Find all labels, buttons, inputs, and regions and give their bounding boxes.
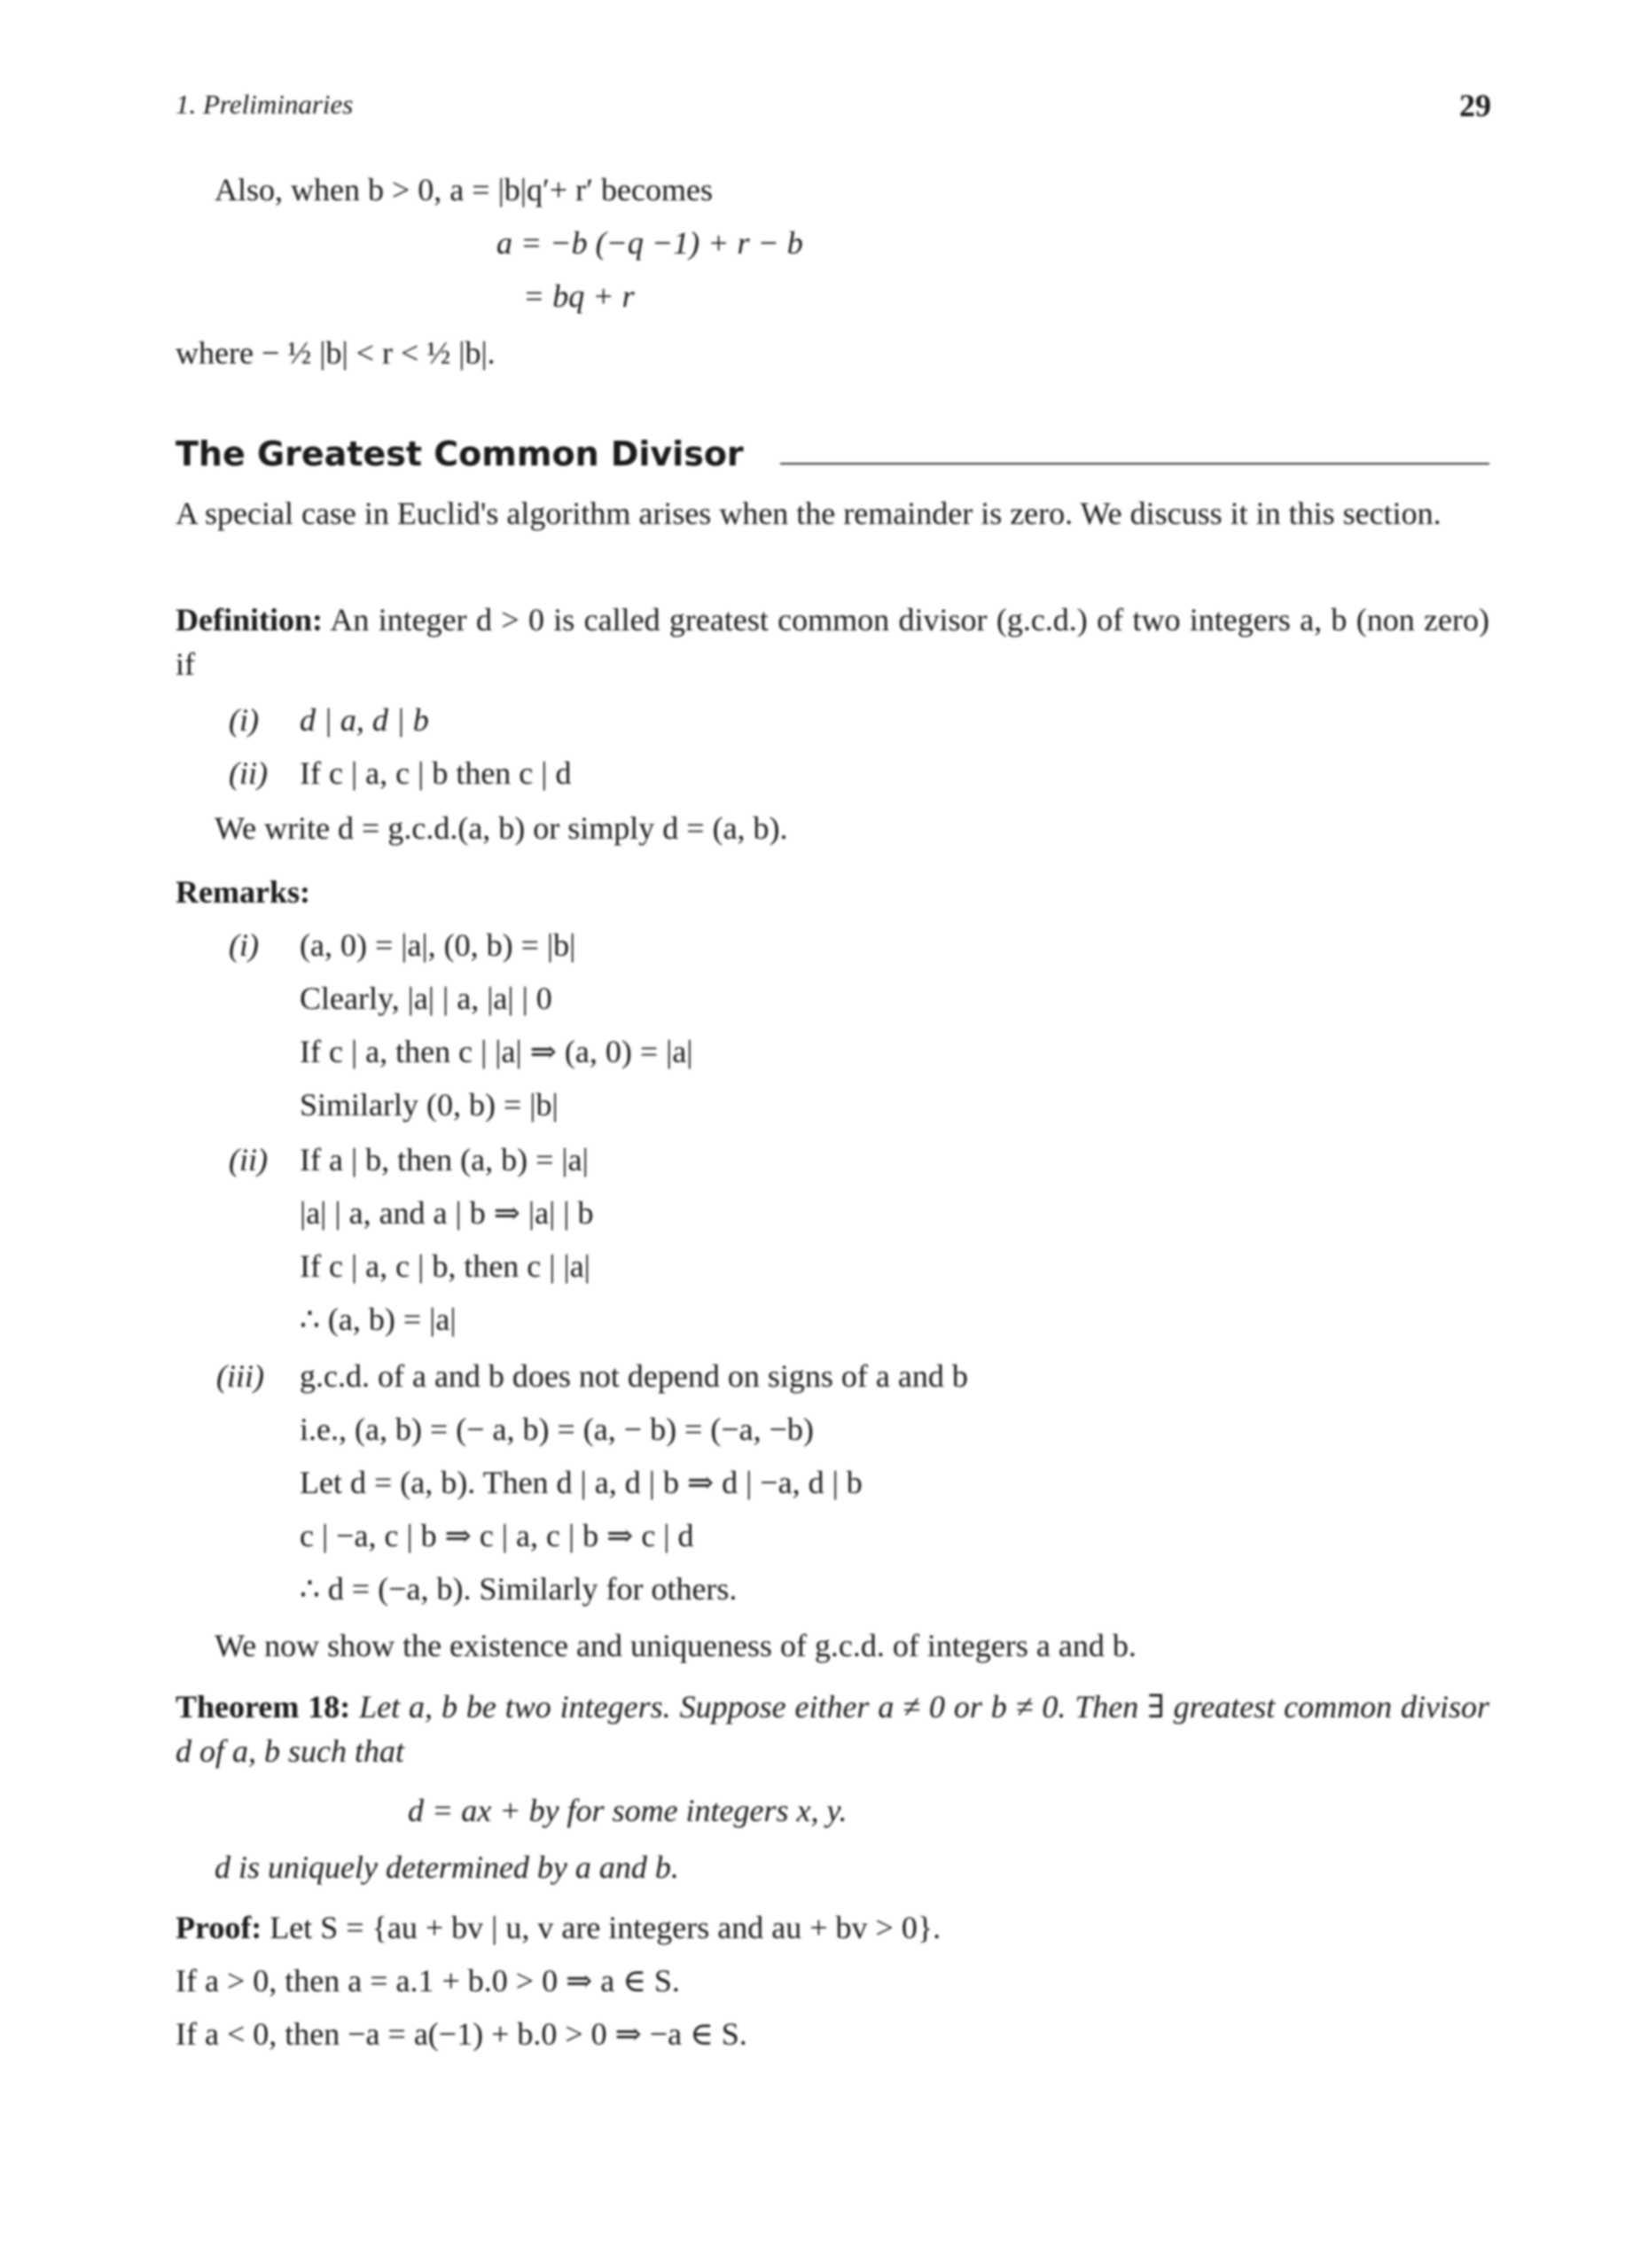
page-number: 29 <box>1459 88 1491 123</box>
remark-2-line-3: If c | a, c | b, then c | |a| <box>300 1248 590 1284</box>
theorem-uniqueness: d is uniquely determined by a and b. <box>215 1850 679 1885</box>
proof-label: Proof: <box>176 1910 262 1945</box>
theorem-paragraph <box>176 1685 1489 1773</box>
theorem-text: Let a, b be two integers. Suppose either a ≠ 0 or b ≠ 0. Then ∃ greatest common divisor d of a, b such that <box>176 1689 1490 1769</box>
intro-paragraph: A special case in Euclid's algorithm arises when the remainder is zero. We discuss it in this section. <box>176 496 1442 531</box>
item-number: (i) <box>229 702 259 738</box>
remark-number: (iii) <box>216 1358 264 1394</box>
we-write-line: We write d = g.c.d.(a, b) or simply d = (a, b). <box>215 810 788 846</box>
remark-number: (i) <box>229 927 259 963</box>
remark-1-line-1: (i) (a, 0) = |a|, (0, b) = |b| <box>229 927 576 963</box>
definition-item-1 <box>229 700 429 739</box>
proof-text: Let S = {au + bv | u, v are integers and au + bv > 0}. <box>270 1910 942 1945</box>
remark-1-line-3: If c | a, then c | |a| ⇒ (a, 0) = |a| <box>300 1034 693 1069</box>
section-rule <box>780 463 1489 465</box>
remark-3-line-5: ∴ d = (−a, b). Similarly for others. <box>300 1571 738 1607</box>
definition-paragraph <box>176 598 1489 686</box>
definition-text: An integer d > 0 is called greatest common divisor (g.c.d.) of two integers a, b (non zero) if <box>176 602 1489 682</box>
remark-3-line-3: Let d = (a, b). Then d | a, d | b ⇒ d | −a, d | b <box>300 1465 863 1500</box>
proof-line-1 <box>176 1908 941 1947</box>
remark-number: (ii) <box>229 1142 268 1177</box>
item-text: d | a, d | b <box>300 702 429 738</box>
definition-item-2 <box>229 754 572 793</box>
intro-line-1: Also, when b > 0, a = |b|q′+ r′ becomes <box>215 172 713 207</box>
intro-line-3: = bq + r <box>523 278 635 314</box>
remark-1-line-2: Clearly, |a| | a, |a| | 0 <box>300 981 552 1016</box>
intro-line-2: a = −b (−q −1) + r − b <box>496 225 803 261</box>
item-number: (ii) <box>229 755 268 791</box>
remarks-label: Remarks: <box>176 874 310 910</box>
proof-line-3: If a < 0, then −a = a(−1) + b.0 > 0 ⇒ −a ∈ S. <box>176 2016 747 2052</box>
item-text: If c | a, c | b then c | d <box>300 755 572 791</box>
section-title: The Greatest Common Divisor <box>176 434 744 473</box>
remark-3-line-1: (iii) g.c.d. of a and b does not depend on signs of a and b <box>216 1358 968 1394</box>
theorem-equation: d = ax + by for some integers x, y. <box>408 1793 848 1828</box>
remark-1-line-4: Similarly (0, b) = |b| <box>300 1087 559 1122</box>
proof-line-2: If a > 0, then a = a.1 + b.0 > 0 ⇒ a ∈ S. <box>176 1963 680 1998</box>
intro-line-4: where − ½ |b| < r < ½ |b|. <box>176 335 496 371</box>
definition-label: Definition: <box>176 602 323 637</box>
running-header: 1. Preliminaries <box>176 89 354 120</box>
theorem-label: Theorem 18: <box>176 1689 351 1724</box>
existence-line: We now show the existence and uniqueness of g.c.d. of integers a and b. <box>215 1628 1137 1663</box>
remark-2-line-4: ∴ (a, b) = |a| <box>300 1302 457 1337</box>
remark-2-line-2: |a| | a, and a | b ⇒ |a| | b <box>300 1195 594 1231</box>
remark-3-line-2: i.e., (a, b) = (− a, b) = (a, − b) = (−a, −b) <box>300 1412 814 1447</box>
remark-3-line-4: c | −a, c | b ⇒ c | a, c | b ⇒ c | d <box>300 1518 694 1553</box>
remark-2-line-1: (ii) If a | b, then (a, b) = |a| <box>229 1142 589 1177</box>
